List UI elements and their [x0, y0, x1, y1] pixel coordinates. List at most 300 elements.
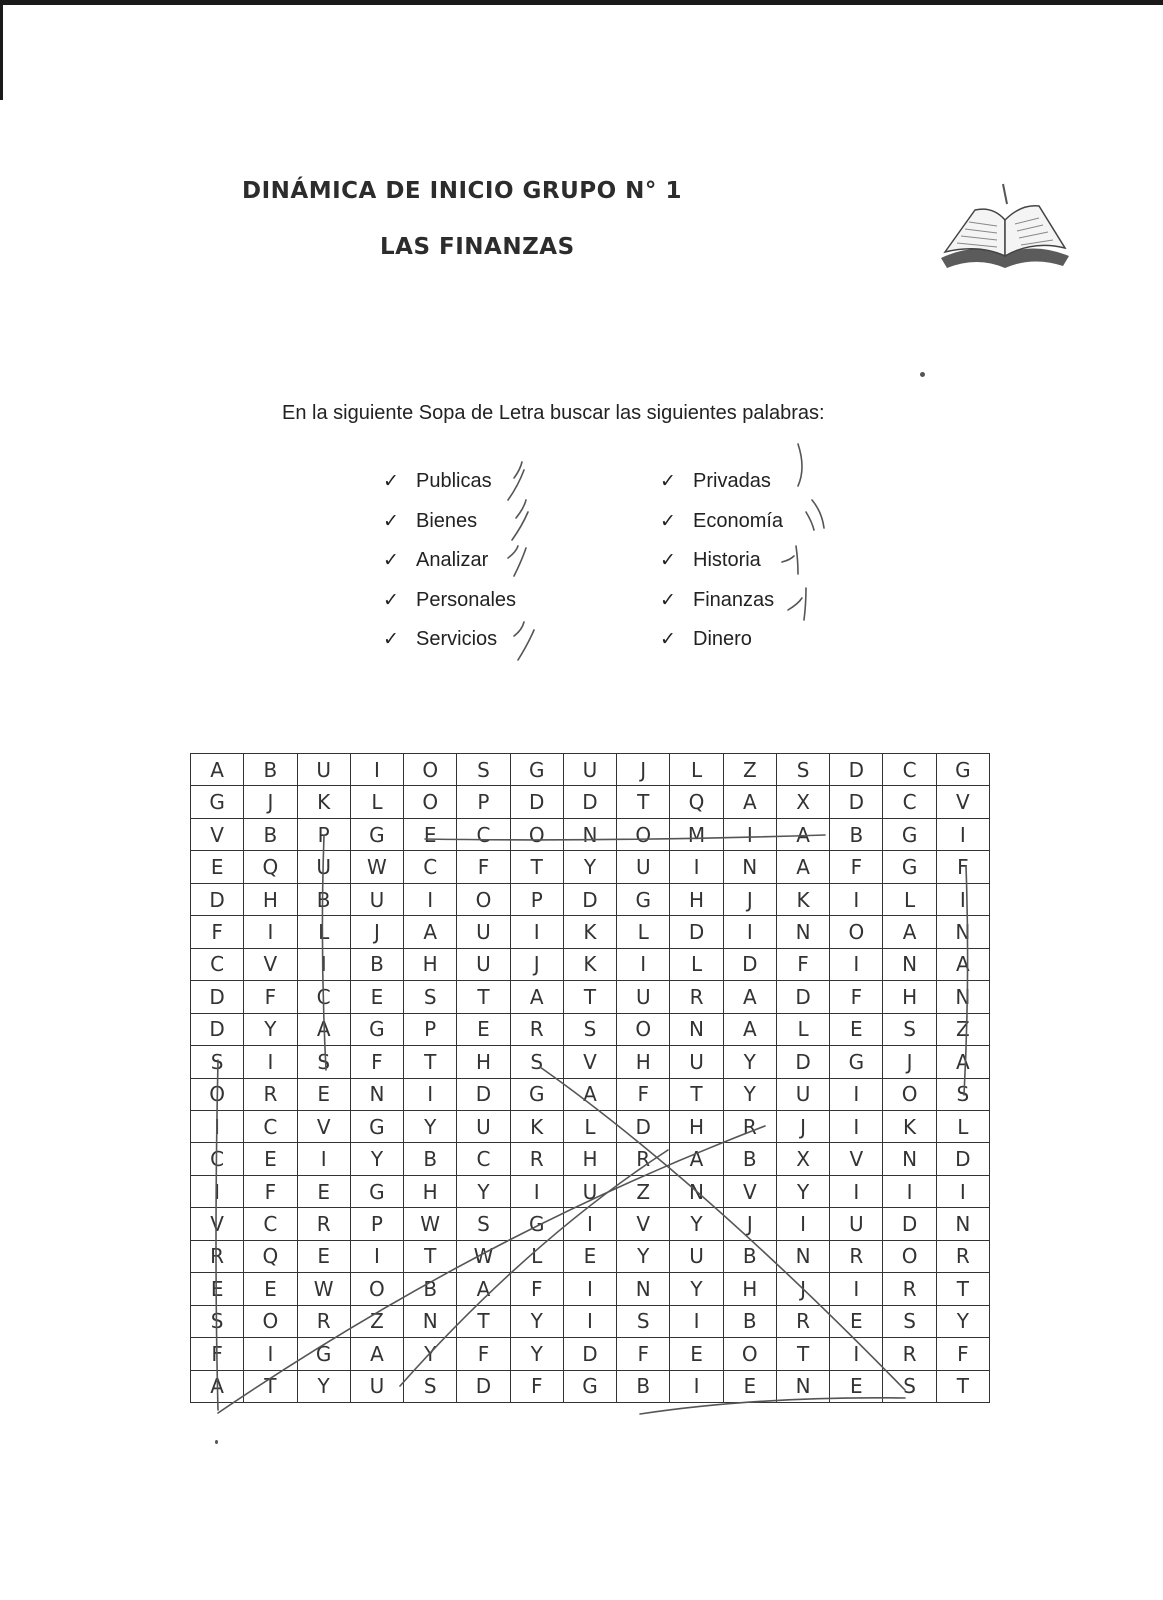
grid-cell: S [883, 1371, 936, 1403]
grid-cell: U [298, 851, 351, 883]
page-subtitle: LAS FINANZAS [380, 234, 575, 260]
grid-cell: J [244, 786, 297, 818]
grid-cell: Y [724, 1079, 777, 1111]
grid-cell: L [670, 949, 723, 981]
grid-cell: I [830, 884, 883, 916]
grid-cell: A [511, 981, 564, 1013]
grid-cell: I [244, 1338, 297, 1370]
grid-cell: V [617, 1208, 670, 1240]
grid-cell: E [191, 851, 244, 883]
grid-cell: C [191, 949, 244, 981]
grid-cell: L [883, 884, 936, 916]
grid-cell: I [351, 754, 404, 786]
grid-cell: D [191, 884, 244, 916]
grid-cell: I [724, 916, 777, 948]
grid-cell: G [351, 1014, 404, 1046]
grid-cell: C [191, 1143, 244, 1175]
grid-cell: U [457, 1111, 510, 1143]
checkmark-icon: ✓ [383, 510, 399, 532]
grid-cell: U [351, 884, 404, 916]
grid-cell: P [298, 819, 351, 851]
grid-cell: L [617, 916, 670, 948]
grid-cell: A [564, 1079, 617, 1111]
word-item [383, 589, 516, 629]
grid-cell: B [244, 754, 297, 786]
grid-cell: O [191, 1079, 244, 1111]
word-item [383, 510, 516, 550]
grid-cell: E [298, 1241, 351, 1273]
grid-cell: J [351, 916, 404, 948]
grid-cell: A [777, 819, 830, 851]
grid-cell: M [670, 819, 723, 851]
grid-cell: Z [351, 1306, 404, 1338]
grid-cell: Y [724, 1046, 777, 1078]
word-label: Economía [693, 509, 784, 532]
checkmark-icon: ✓ [660, 629, 676, 650]
grid-cell: S [937, 1079, 990, 1111]
grid-cell: E [298, 1176, 351, 1208]
grid-cell: O [883, 1079, 936, 1111]
grid-cell: V [724, 1176, 777, 1208]
grid-cell: O [724, 1338, 777, 1370]
grid-cell: S [457, 1208, 510, 1240]
grid-cell: L [937, 1111, 990, 1143]
grid-cell: S [191, 1306, 244, 1338]
grid-cell: N [670, 1014, 723, 1046]
grid-cell: D [724, 949, 777, 981]
grid-cell: A [351, 1338, 404, 1370]
grid-cell: K [564, 949, 617, 981]
grid-cell: F [191, 916, 244, 948]
grid-cell: E [244, 1273, 297, 1305]
grid-cell: Y [298, 1371, 351, 1403]
grid-cell: I [191, 1111, 244, 1143]
grid-cell: R [298, 1208, 351, 1240]
grid-cell: I [351, 1241, 404, 1273]
grid-cell: T [457, 1306, 510, 1338]
grid-cell: Y [404, 1338, 457, 1370]
grid-cell: G [511, 1208, 564, 1240]
grid-cell: E [830, 1306, 883, 1338]
grid-cell: H [457, 1046, 510, 1078]
grid-cell: T [937, 1371, 990, 1403]
grid-cell: B [724, 1306, 777, 1338]
grid-cell: F [511, 1371, 564, 1403]
grid-cell: S [883, 1014, 936, 1046]
grid-cell: H [617, 1046, 670, 1078]
grid-cell: N [617, 1273, 670, 1305]
grid-cell: E [298, 1079, 351, 1111]
grid-cell: G [617, 884, 670, 916]
grid-cell: U [298, 754, 351, 786]
grid-cell: O [404, 786, 457, 818]
grid-cell: J [724, 1208, 777, 1240]
grid-cell: I [830, 1273, 883, 1305]
grid-cell: D [564, 786, 617, 818]
grid-cell: Y [457, 1176, 510, 1208]
word-item [383, 549, 516, 589]
grid-cell: I [404, 884, 457, 916]
grid-cell: U [670, 1241, 723, 1273]
grid-cell: C [883, 786, 936, 818]
grid-cell: A [883, 916, 936, 948]
grid-cell: D [564, 884, 617, 916]
grid-cell: Y [404, 1111, 457, 1143]
grid-cell: V [564, 1046, 617, 1078]
grid-cell: A [191, 1371, 244, 1403]
grid-cell: F [777, 949, 830, 981]
grid-cell: G [351, 1176, 404, 1208]
grid-cell: S [404, 981, 457, 1013]
grid-cell: R [244, 1079, 297, 1111]
grid-cell: T [404, 1046, 457, 1078]
grid-cell: F [617, 1079, 670, 1111]
grid-cell: J [777, 1111, 830, 1143]
grid-cell: G [511, 754, 564, 786]
grid-cell: J [883, 1046, 936, 1078]
grid-cell: D [830, 754, 883, 786]
grid-cell: T [244, 1371, 297, 1403]
grid-cell: C [298, 981, 351, 1013]
grid-cell: I [244, 1046, 297, 1078]
grid-cell: G [511, 1079, 564, 1111]
word-label: Servicios [416, 628, 498, 650]
grid-cell: R [724, 1111, 777, 1143]
scan-top-edge [0, 0, 1163, 5]
grid-cell: V [937, 786, 990, 818]
grid-cell: F [937, 1338, 990, 1370]
grid-cell: N [937, 1208, 990, 1240]
grid-cell: A [724, 981, 777, 1013]
grid-cell: F [617, 1338, 670, 1370]
grid-cell: U [564, 754, 617, 786]
grid-cell: I [511, 916, 564, 948]
scan-speck [920, 372, 925, 377]
grid-cell: B [724, 1241, 777, 1273]
grid-cell: G [351, 819, 404, 851]
checkmark-icon: ✓ [383, 629, 399, 650]
grid-cell: V [244, 949, 297, 981]
grid-cell: N [937, 916, 990, 948]
grid-cell: O [511, 819, 564, 851]
pencil-tick-mark [514, 622, 534, 660]
grid-cell: E [564, 1241, 617, 1273]
grid-cell: B [298, 884, 351, 916]
grid-cell: Y [670, 1208, 723, 1240]
grid-cell: I [564, 1208, 617, 1240]
grid-cell: R [937, 1241, 990, 1273]
grid-cell: Y [777, 1176, 830, 1208]
grid-cell: H [244, 884, 297, 916]
checkmark-icon: ✓ [660, 471, 676, 492]
grid-cell: R [830, 1241, 883, 1273]
grid-cell: B [404, 1143, 457, 1175]
pencil-tick-mark [782, 546, 798, 574]
grid-cell: A [724, 786, 777, 818]
grid-cell: A [777, 851, 830, 883]
grid-cell: Z [724, 754, 777, 786]
grid-cell: X [777, 786, 830, 818]
grid-cell: I [244, 916, 297, 948]
grid-cell: J [777, 1273, 830, 1305]
grid-cell: O [617, 1014, 670, 1046]
grid-cell: Y [351, 1143, 404, 1175]
grid-cell: U [617, 981, 670, 1013]
grid-cell: Q [244, 1241, 297, 1273]
grid-cell: D [830, 786, 883, 818]
grid-cell: E [404, 819, 457, 851]
grid-cell: K [511, 1111, 564, 1143]
grid-cell: E [457, 1014, 510, 1046]
grid-cell: N [883, 949, 936, 981]
grid-cell: J [511, 949, 564, 981]
pencil-tick-mark [798, 444, 802, 486]
grid-cell: I [830, 1176, 883, 1208]
grid-cell: L [777, 1014, 830, 1046]
word-item [660, 510, 783, 550]
grid-cell: B [404, 1273, 457, 1305]
grid-cell: K [883, 1111, 936, 1143]
grid-cell: P [457, 786, 510, 818]
grid-cell: P [351, 1208, 404, 1240]
grid-cell: U [457, 916, 510, 948]
word-search-grid [190, 753, 990, 1403]
grid-cell: S [617, 1306, 670, 1338]
checkmark-icon: ✓ [660, 550, 676, 571]
grid-cell: C [404, 851, 457, 883]
word-label: Publicas [416, 470, 492, 492]
instructions-text: En la siguiente Sopa de Letra buscar las siguientes palabras: [282, 402, 825, 424]
pencil-tick-mark [806, 500, 824, 530]
grid-cell: L [511, 1241, 564, 1273]
checkmark-icon: ✓ [660, 589, 676, 611]
grid-cell: N [777, 1241, 830, 1273]
grid-cell: G [883, 851, 936, 883]
grid-cell: O [883, 1241, 936, 1273]
grid-cell: S [883, 1306, 936, 1338]
grid-cell: B [244, 819, 297, 851]
word-list-right [660, 470, 783, 668]
word-label: Personales [416, 588, 517, 611]
word-list-left [383, 470, 516, 668]
grid-cell: T [777, 1338, 830, 1370]
grid-cell: L [298, 916, 351, 948]
grid-cell: T [564, 981, 617, 1013]
grid-cell: S [564, 1014, 617, 1046]
scan-speck [215, 1440, 218, 1444]
grid-cell: O [404, 754, 457, 786]
grid-cell: A [937, 1046, 990, 1078]
grid-cell: I [937, 1176, 990, 1208]
grid-cell: A [404, 916, 457, 948]
grid-cell: U [830, 1208, 883, 1240]
grid-cell: N [883, 1143, 936, 1175]
grid-cell: I [830, 1079, 883, 1111]
grid-cell: P [404, 1014, 457, 1046]
word-item [660, 470, 783, 510]
grid-cell: D [511, 786, 564, 818]
grid-cell: G [937, 754, 990, 786]
grid-cell: J [724, 884, 777, 916]
grid-cell: Y [244, 1014, 297, 1046]
grid-cell: L [351, 786, 404, 818]
grid-cell: F [351, 1046, 404, 1078]
grid-cell: P [511, 884, 564, 916]
grid-cell: S [777, 754, 830, 786]
scan-left-edge [0, 0, 3, 100]
grid-cell: Z [617, 1176, 670, 1208]
grid-cell: B [724, 1143, 777, 1175]
grid-cell: I [404, 1079, 457, 1111]
grid-cell: T [404, 1241, 457, 1273]
grid-cell: D [937, 1143, 990, 1175]
grid-cell: V [830, 1143, 883, 1175]
grid-cell: I [777, 1208, 830, 1240]
grid-cell: N [937, 981, 990, 1013]
grid-cell: G [191, 786, 244, 818]
grid-cell: E [191, 1273, 244, 1305]
grid-cell: D [564, 1338, 617, 1370]
grid-cell: I [511, 1176, 564, 1208]
grid-cell: E [830, 1371, 883, 1403]
grid-cell: G [830, 1046, 883, 1078]
grid-cell: U [617, 851, 670, 883]
grid-cell: A [670, 1143, 723, 1175]
grid-cell: I [617, 949, 670, 981]
grid-cell: J [617, 754, 670, 786]
grid-cell: O [244, 1306, 297, 1338]
grid-cell: I [670, 1306, 723, 1338]
grid-cell: S [457, 754, 510, 786]
grid-cell: A [457, 1273, 510, 1305]
grid-cell: Q [244, 851, 297, 883]
grid-cell: T [457, 981, 510, 1013]
word-label: Historia [693, 549, 761, 571]
grid-cell: N [351, 1079, 404, 1111]
grid-cell: S [191, 1046, 244, 1078]
grid-cell: I [830, 949, 883, 981]
checkmark-icon: ✓ [383, 589, 399, 611]
grid-cell: Y [617, 1241, 670, 1273]
grid-cell: F [830, 981, 883, 1013]
grid-cell: S [298, 1046, 351, 1078]
word-label: Analizar [416, 549, 489, 571]
grid-cell: B [351, 949, 404, 981]
grid-cell: H [404, 949, 457, 981]
grid-cell: S [511, 1046, 564, 1078]
grid-cell: B [617, 1371, 670, 1403]
grid-cell: L [670, 754, 723, 786]
grid-cell: Y [670, 1273, 723, 1305]
grid-cell: V [191, 819, 244, 851]
grid-cell: I [724, 819, 777, 851]
word-label: Privadas [693, 470, 771, 492]
grid-cell: U [351, 1371, 404, 1403]
word-label: Dinero [693, 628, 752, 650]
page-title: DINÁMICA DE INICIO GRUPO N° 1 [242, 178, 682, 204]
grid-cell: D [457, 1079, 510, 1111]
grid-cell: F [937, 851, 990, 883]
grid-cell: D [883, 1208, 936, 1240]
grid-cell: E [724, 1371, 777, 1403]
grid-cell: Q [670, 786, 723, 818]
grid-cell: Y [937, 1306, 990, 1338]
grid-cell: D [191, 981, 244, 1013]
grid-cell: I [670, 1371, 723, 1403]
grid-cell: V [298, 1111, 351, 1143]
word-item [660, 549, 783, 589]
grid-cell: F [830, 851, 883, 883]
grid-cell: F [244, 1176, 297, 1208]
grid-cell: I [830, 1338, 883, 1370]
word-item [383, 628, 516, 668]
grid-cell: R [298, 1306, 351, 1338]
grid-cell: I [564, 1273, 617, 1305]
grid-cell: R [191, 1241, 244, 1273]
grid-cell: W [404, 1208, 457, 1240]
grid-cell: C [883, 754, 936, 786]
grid-cell: N [724, 851, 777, 883]
grid-cell: N [777, 1371, 830, 1403]
grid-cell: D [777, 1046, 830, 1078]
grid-cell: E [670, 1338, 723, 1370]
grid-cell: O [617, 819, 670, 851]
grid-cell: I [298, 1143, 351, 1175]
grid-cell: D [457, 1371, 510, 1403]
grid-cell: D [670, 916, 723, 948]
checkmark-icon: ✓ [383, 550, 399, 571]
grid-cell: E [244, 1143, 297, 1175]
grid-cell: R [511, 1014, 564, 1046]
grid-cell: F [244, 981, 297, 1013]
grid-cell: C [244, 1208, 297, 1240]
grid-cell: G [883, 819, 936, 851]
grid-cell: F [457, 851, 510, 883]
grid-cell: Z [937, 1014, 990, 1046]
grid-cell: I [937, 884, 990, 916]
grid-cell: H [564, 1143, 617, 1175]
grid-cell: B [830, 819, 883, 851]
grid-cell: E [830, 1014, 883, 1046]
grid-cell: R [670, 981, 723, 1013]
grid-cell: W [351, 851, 404, 883]
grid-cell: S [404, 1371, 457, 1403]
grid-cell: T [937, 1273, 990, 1305]
grid-cell: R [511, 1143, 564, 1175]
grid-cell: W [298, 1273, 351, 1305]
grid-cell: F [457, 1338, 510, 1370]
grid-cell: X [777, 1143, 830, 1175]
grid-cell: I [191, 1176, 244, 1208]
grid-cell: F [191, 1338, 244, 1370]
grid-cell: I [670, 851, 723, 883]
grid-cell: I [937, 819, 990, 851]
grid-cell: Y [511, 1338, 564, 1370]
grid-cell: E [351, 981, 404, 1013]
open-book-icon [935, 180, 1075, 280]
word-item [660, 628, 783, 668]
grid-cell: O [351, 1273, 404, 1305]
grid-cell: H [724, 1273, 777, 1305]
grid-cell: H [883, 981, 936, 1013]
word-label: Finanzas [693, 588, 775, 611]
word-item [660, 589, 783, 629]
grid-cell: K [564, 916, 617, 948]
grid-cell: A [937, 949, 990, 981]
grid-cell: R [777, 1306, 830, 1338]
grid-cell: I [830, 1111, 883, 1143]
grid-cell: K [298, 786, 351, 818]
